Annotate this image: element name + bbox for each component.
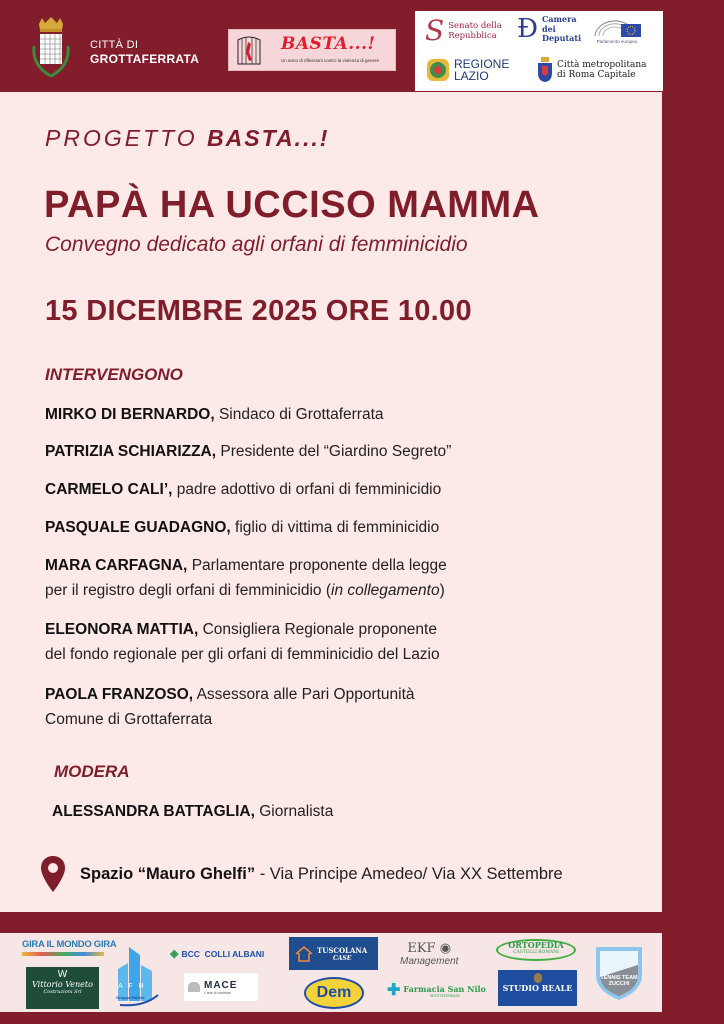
mace-name: MACE bbox=[204, 979, 238, 991]
sponsor-mace bbox=[184, 973, 258, 1001]
citta-metropolitana-logo bbox=[537, 57, 647, 83]
sponsor-ortopedia-castelli-romani bbox=[496, 939, 576, 961]
sponsor-tennis-team-zucchi bbox=[594, 945, 644, 1001]
sponsor-gira-text: GIRA IL MONDO GIRA bbox=[22, 939, 117, 950]
sponsors-bar bbox=[0, 933, 662, 1012]
bcc-icon: ◈ bbox=[170, 948, 179, 960]
sponsor-vittorio-veneto bbox=[26, 967, 99, 1009]
speaker-name: MIRKO DI BERNARDO, bbox=[45, 406, 215, 423]
project-name: BASTA...! bbox=[207, 125, 330, 151]
camera-line1: Camera bbox=[542, 14, 577, 24]
camera-d-icon: Ð bbox=[517, 14, 538, 45]
afh-sub: Gruppo Fabrizi bbox=[116, 995, 145, 1000]
sponsor-gira-skyline bbox=[22, 952, 104, 956]
sponsor-tuscolana-case bbox=[289, 937, 378, 970]
farmacia-sub: GROTTAFERRATA bbox=[429, 994, 460, 998]
institutions-logos bbox=[415, 11, 663, 91]
roma-capitale-shield-icon bbox=[537, 57, 553, 83]
eu-parliament-icon bbox=[593, 16, 641, 38]
moderator-name: ALESSANDRA BATTAGLIA, bbox=[52, 803, 255, 820]
venue-name: Spazio “Mauro Ghelfi” bbox=[80, 864, 256, 883]
tuscolana-line1: TUSCOLANA bbox=[317, 945, 368, 955]
speaker-role: Parlamentare proponente della legge bbox=[191, 557, 447, 574]
speakers-heading: INTERVENGONO bbox=[45, 365, 183, 384]
basta-logo bbox=[228, 29, 396, 71]
speaker-name: CARMELO CALI’, bbox=[45, 481, 173, 498]
globe-icon: ◉ bbox=[439, 941, 452, 956]
parlamento-text: Parlamento europeo bbox=[596, 39, 638, 44]
sponsor-farmacia-san-nilo bbox=[387, 983, 486, 999]
farmacia-name: Farmacia San Nilo bbox=[403, 984, 486, 994]
event-subtitle: Convegno dedicato agli orfani di femminicidio bbox=[45, 233, 468, 256]
ekf-name: EKF bbox=[407, 941, 436, 956]
speaker-role: Assessora alle Pari Opportunità bbox=[196, 686, 415, 703]
regione-lazio-logo bbox=[426, 58, 509, 82]
speaker-item bbox=[45, 477, 441, 502]
project-heading bbox=[45, 125, 329, 152]
venue-address: - Via Principe Amedeo/ Via XX Settembre bbox=[255, 864, 563, 883]
sponsor-studio-reale bbox=[498, 970, 577, 1006]
speaker-name: MARA CARFAGNA, bbox=[45, 557, 188, 574]
vittorio-name: Vittorio Veneto bbox=[32, 980, 93, 989]
regione-line1: REGIONE bbox=[454, 57, 510, 71]
ortopedia-line2: CASTELLI ROMANI bbox=[513, 950, 559, 955]
senato-s-icon: S bbox=[425, 14, 445, 47]
senato-line1: Senato della bbox=[448, 21, 502, 31]
speaker-role-note: in collegamento bbox=[331, 582, 440, 599]
city-line2: GROTTAFERRATA bbox=[90, 52, 200, 66]
mace-sub: L'arte di costruire bbox=[204, 990, 231, 995]
camera-line3: Deputati bbox=[542, 33, 582, 43]
basta-logo-title: BASTA...! bbox=[281, 34, 376, 54]
basta-logo-subtitle: Un anno di riflessioni contro la violenza di genere bbox=[281, 58, 380, 63]
pharmacy-cross-icon: ✚ bbox=[387, 982, 401, 999]
sponsor-bcc-colli-albani bbox=[170, 947, 264, 960]
event-title: PAPÀ HA UCCISO MAMMA bbox=[44, 184, 540, 226]
cage-icon bbox=[235, 34, 263, 66]
studio-reale-text: STUDIO REALE bbox=[502, 983, 573, 993]
dem-text: Dem bbox=[316, 984, 352, 1001]
senato-logo bbox=[425, 14, 502, 47]
speaker-item bbox=[45, 682, 415, 732]
city-line1: CITTÀ DI bbox=[90, 39, 139, 51]
sponsor-gira-il-mondo-gira bbox=[22, 939, 117, 956]
camera-line2: dei bbox=[542, 23, 556, 34]
speaker-role: Sindaco di Grottaferrata bbox=[218, 406, 384, 423]
tuscolana-line2: CASE bbox=[332, 954, 352, 962]
project-prefix: PROGETTO bbox=[45, 125, 198, 151]
speaker-item bbox=[45, 515, 439, 540]
tennis-shield-icon bbox=[594, 945, 644, 1001]
sponsor-afh bbox=[114, 943, 160, 1007]
event-location bbox=[40, 855, 563, 893]
map-pin-icon bbox=[40, 855, 66, 893]
moderator-heading: MODERA bbox=[54, 762, 130, 781]
header bbox=[0, 0, 724, 92]
event-date: 15 DICEMBRE 2025 ORE 10.00 bbox=[45, 295, 472, 327]
tennis-line2: ZUCCHI bbox=[608, 981, 630, 987]
content-panel bbox=[0, 92, 662, 912]
camera-logo bbox=[517, 15, 581, 44]
regione-line2: LAZIO bbox=[454, 69, 489, 83]
city-name bbox=[90, 38, 199, 66]
sponsor-ekf-management bbox=[400, 941, 458, 967]
sponsor-dem bbox=[304, 977, 364, 1009]
speaker-name: PASQUALE GUADAGNO, bbox=[45, 519, 231, 536]
speaker-role-line2: Comune di Grottaferrata bbox=[45, 711, 213, 728]
speaker-name: PAOLA FRANZOSO, bbox=[45, 686, 194, 703]
speaker-role-end: ) bbox=[439, 582, 445, 599]
citta-metro-line2: di Roma Capitale bbox=[557, 70, 636, 80]
house-icon bbox=[295, 945, 313, 963]
lion-icon bbox=[534, 973, 542, 983]
ekf-sub: Management bbox=[400, 956, 459, 967]
regione-lazio-emblem-icon bbox=[426, 58, 450, 82]
speaker-name: PATRIZIA SCHIARIZZA, bbox=[45, 443, 217, 460]
moderator-item bbox=[52, 799, 333, 824]
speaker-role-line2: per il registro degli orfani di femminicidio ( bbox=[45, 582, 332, 599]
mace-icon bbox=[188, 982, 200, 992]
speaker-role: padre adottivo di orfani di femminicidio bbox=[176, 481, 442, 498]
tennis-line1: TENNIS TEAM bbox=[600, 975, 638, 981]
speaker-role: Presidente del “Giardino Segreto” bbox=[220, 443, 452, 460]
afh-letters: A F H bbox=[118, 983, 146, 990]
speaker-item bbox=[45, 617, 440, 667]
ortopedia-line1: ORTOPEDIA bbox=[508, 940, 564, 950]
speaker-item bbox=[45, 439, 451, 464]
parlamento-europeo-logo bbox=[593, 16, 641, 44]
speaker-role: figlio di vittima di femminicidio bbox=[235, 519, 440, 536]
speaker-item bbox=[45, 402, 384, 427]
speaker-name: ELEONORA MATTIA, bbox=[45, 621, 199, 638]
bcc-text: BCC COLLI ALBANI bbox=[181, 948, 265, 959]
vittorio-sub: Costruzioni Srl bbox=[43, 989, 82, 995]
senato-line2: Repubblica bbox=[448, 31, 497, 41]
speaker-item bbox=[45, 553, 447, 603]
speaker-role-line2: del fondo regionale per gli orfani di femminicidio del Lazio bbox=[45, 646, 440, 663]
vittorio-monogram-icon: W bbox=[57, 969, 68, 980]
moderator-role: Giornalista bbox=[259, 803, 334, 820]
grottaferrata-crest-logo bbox=[30, 16, 72, 82]
speaker-role: Consigliera Regionale proponente bbox=[202, 621, 437, 638]
citta-metro-line1: Città metropolitana bbox=[557, 60, 647, 70]
